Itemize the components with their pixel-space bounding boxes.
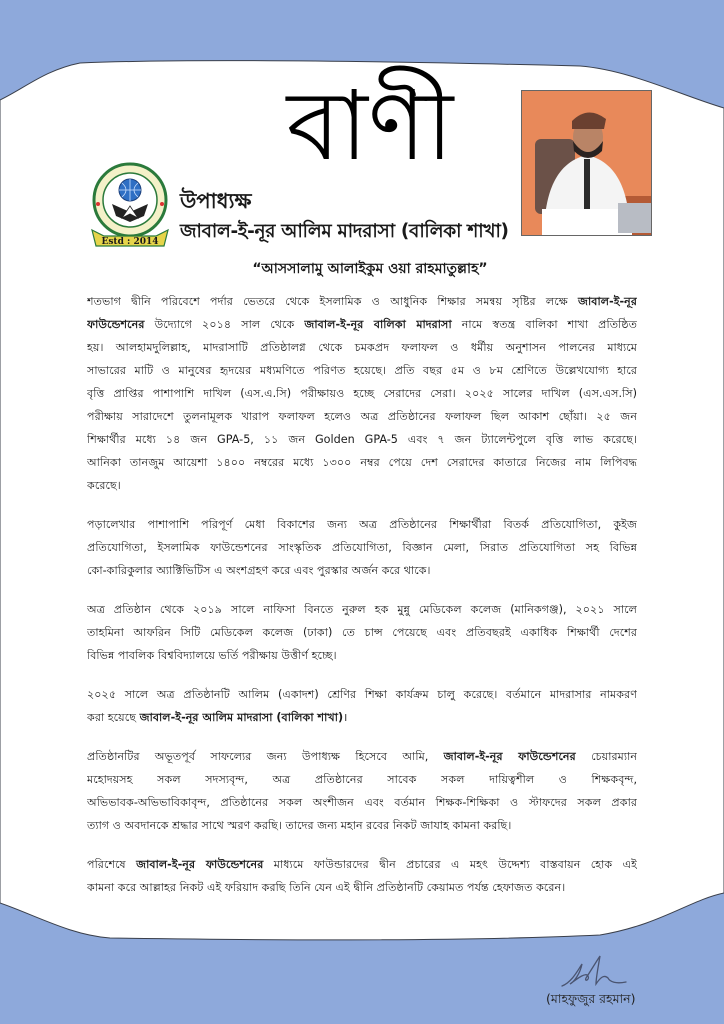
paragraph	[87, 290, 637, 497]
bold-text: জাবাল-ই-নূর ফাউন্ডেশনের	[443, 750, 576, 763]
bold-text: ফাউন্ডেশনের	[87, 318, 145, 331]
text-run: প্রতিষ্ঠানটির অভূতপূর্ব সাফল্যের জন্য উপাধ্যক্ষ হিসেবে আমি,	[87, 750, 444, 763]
text-run: ২০২৫ সালে অত্র প্রতিষ্ঠানটি আলিম (একাদশ) শ্রেণির শিক্ষা কার্যক্রম চালু করেছে। বর্তমানে মাদরাসার নামকরণ	[87, 688, 637, 701]
text-line	[87, 359, 637, 382]
text-line	[87, 474, 637, 497]
text-run: ।	[343, 711, 348, 724]
text-run: চেয়ারম্যান	[575, 750, 637, 763]
text-run: পরীক্ষায় সারাদেশে তুলনামূলক খারাপ ফলাফল হলেও অত্র প্রতিষ্ঠানের ফলাফল ছিল আকাশ ছোঁয়া। ২৫ জন	[87, 410, 637, 423]
text-line	[87, 536, 637, 559]
text-run: বিভিন্ন পাবলিক বিশ্ববিদ্যালয়ে ভর্তি পরীক্ষায় উত্তীর্ণ হচ্ছে।	[87, 649, 337, 662]
text-run: তাহমিনা আফরিন সিটি মেডিকেল কলেজ (ঢাকা) তে চান্স পেয়েছে এবং প্রতিবছরই একাধিক শিক্ষার্থী দেশের	[87, 626, 637, 639]
madrasa-logo	[84, 160, 176, 252]
text-run: পরিশেষে	[87, 858, 137, 871]
message-body	[87, 290, 637, 899]
bold-text: জাবাল-ই-নূর বালিকা মাদরাসা	[304, 318, 452, 331]
paragraph	[87, 683, 637, 729]
portrait-photo	[521, 90, 652, 236]
text-run: করেছে।	[87, 479, 121, 492]
text-line	[87, 768, 637, 791]
paragraph	[87, 745, 637, 837]
institution-name: জাবাল-ই-নূর আলিম মাদরাসা (বালিকা শাখা)	[180, 221, 509, 242]
text-line	[87, 513, 637, 536]
handwritten-signature-icon	[552, 952, 632, 992]
bold-text: জাবাল-ই-নূর	[578, 295, 637, 308]
paragraph-gap	[87, 582, 637, 598]
text-run: উদ্যোগে ২০১৪ সাল থেকে	[144, 318, 305, 331]
text-run: অভিভাবক-অভিভাবিকাবৃন্দ, প্রতিষ্ঠানের সকল অংশীজন এবং বর্তমান শিক্ষক-শিক্ষিকা ও স্টাফদের সকল প্রকার	[87, 796, 637, 809]
text-run: পড়ালেখার পাশাপাশি পরিপূর্ণ মেধা বিকাশের জন্য অত্র প্রতিষ্ঠানের শিক্ষার্থীরা বিতর্ক প্রতিযোগিতা, কুইজ	[87, 518, 637, 531]
bold-text: জাবাল-ই-নূর আলিম মাদরাসা (বালিকা শাখা)	[139, 711, 344, 724]
text-line	[87, 428, 637, 451]
text-run: মাধ্যমে ফাউন্ডারদের দ্বীন প্রচারের এ মহৎ উদ্দেশ্য বাস্তবায়ন হোক এই	[263, 858, 637, 871]
signatory-name: (মাহফুজুর রহমান)	[546, 991, 636, 1006]
text-line	[87, 405, 637, 428]
text-line	[87, 876, 637, 899]
text-run: সাভারের মাটি ও মানুষের হৃদয়ের মধ্যমণিতে পরিণত হয়েছে। প্রতি বছর ৫ম ও ৮ম শ্রেণিতে উল্লেখযোগ্য হারে	[87, 364, 637, 377]
text-line	[87, 559, 637, 582]
text-line	[87, 313, 637, 336]
text-line	[87, 621, 637, 644]
text-run: কামনা করে আল্লাহর নিকট এই ফরিয়াদ করছি তিনি যেন এই দ্বীনি প্রতিষ্ঠানটি কেয়ামত পর্যন্ত হেফাজত করেন।	[87, 881, 566, 894]
text-line	[87, 644, 637, 667]
text-run: হয়। আলহামদুলিল্লাহ, মাদরাসাটি প্রতিষ্ঠালগ্ন থেকে চমকপ্রদ ফলাফল ও ধর্মীয় অনুশাসন পালনের মাধ্যমে	[87, 341, 637, 354]
text-run: শতভাগ দ্বীনি পরিবেশে পর্দার ভেতরে থেকে ইসলামিক ও আধুনিক শিক্ষার সমন্বয় সৃষ্টির লক্ষে	[87, 295, 578, 308]
text-line	[87, 598, 637, 621]
text-line	[87, 791, 637, 814]
paragraph-gap	[87, 497, 637, 513]
text-line	[87, 382, 637, 405]
text-line	[87, 706, 637, 729]
text-run: মহোদয়সহ সকল সদস্যবৃন্দ, অত্র প্রতিষ্ঠানের সাবেক সকল দায়িত্বশীল ও শিক্ষকবৃন্দ,	[87, 773, 637, 786]
paragraph-gap	[87, 667, 637, 683]
text-line	[87, 336, 637, 359]
paragraph	[87, 598, 637, 667]
paragraph-gap	[87, 837, 637, 853]
text-run: আনিকা তানজুম আয়েশা ১৪০০ নম্বরের মধ্যে ১৩০০ নম্বর পেয়ে দেশ সেরাদের কাতারে নিজের নাম লিপিবদ্ধ	[87, 456, 637, 469]
text-run: প্রতিযোগিতা, ইসলামিক ফাউন্ডেশনের সাংস্কৃতিক প্রতিযোগিতা, বিজ্ঞান মেলা, সিরাত প্রতিযোগিতা সহ বিভিন্ন	[87, 541, 637, 554]
bold-text: জাবাল-ই-নূর ফাউন্ডেশনের	[136, 858, 264, 871]
text-line	[87, 814, 637, 837]
designation: উপাধ্যক্ষ	[180, 189, 252, 213]
text-run: কো-কারিকুলার অ্যাক্টিভিটিস এ অংশগ্রহণ করে এবং পুরস্কার অর্জন করে থাকে।	[87, 564, 431, 577]
text-run: অত্র প্রতিষ্ঠান থেকে ২০১৯ সালে নাফিসা বিনতে নুরুল হক মুন্নু মেডিকেল কলেজ (মানিকগঞ্জ), ২০২১ সালে	[87, 603, 637, 616]
text-run: বৃত্তি প্রাপ্তির পাশাপাশি দাখিল (এস.এ.সি) পরীক্ষায়ও হচ্ছে সেরাদের সেরা। ২০২৫ সালের দাখিল (এস.এস.সি)	[87, 387, 637, 400]
text-line	[87, 683, 637, 706]
text-run: করা হয়েছে	[87, 711, 140, 724]
text-line	[87, 451, 637, 474]
greeting: “আসসালামু আলাইকুম ওয়া রাহমাতুল্লাহ”	[252, 261, 488, 277]
logo-established-label: Estd : 2014	[101, 237, 159, 247]
paragraph-gap	[87, 729, 637, 745]
text-line	[87, 745, 637, 768]
text-line	[87, 853, 637, 876]
text-run: ত্যাগ ও অবদানকে শ্রদ্ধার সাথে স্মরণ করছি। তাদের জন্য মহান রবের নিকট জাযাহ কামনা করছি।	[87, 819, 512, 832]
page-title: বাণী	[286, 70, 454, 182]
paragraph	[87, 853, 637, 899]
paragraph	[87, 513, 637, 582]
text-run: নামে স্বতন্ত্র বালিকা শাখা প্রতিষ্ঠিত	[451, 318, 637, 331]
text-line	[87, 290, 637, 313]
text-run: শিক্ষার্থীর মধ্যে ১৪ জন GPA-5, ১১ জন Golden GPA-5 এবং ৭ জন ট্যালেন্টপুলে বৃত্তি লাভ করেছে।	[87, 433, 637, 446]
